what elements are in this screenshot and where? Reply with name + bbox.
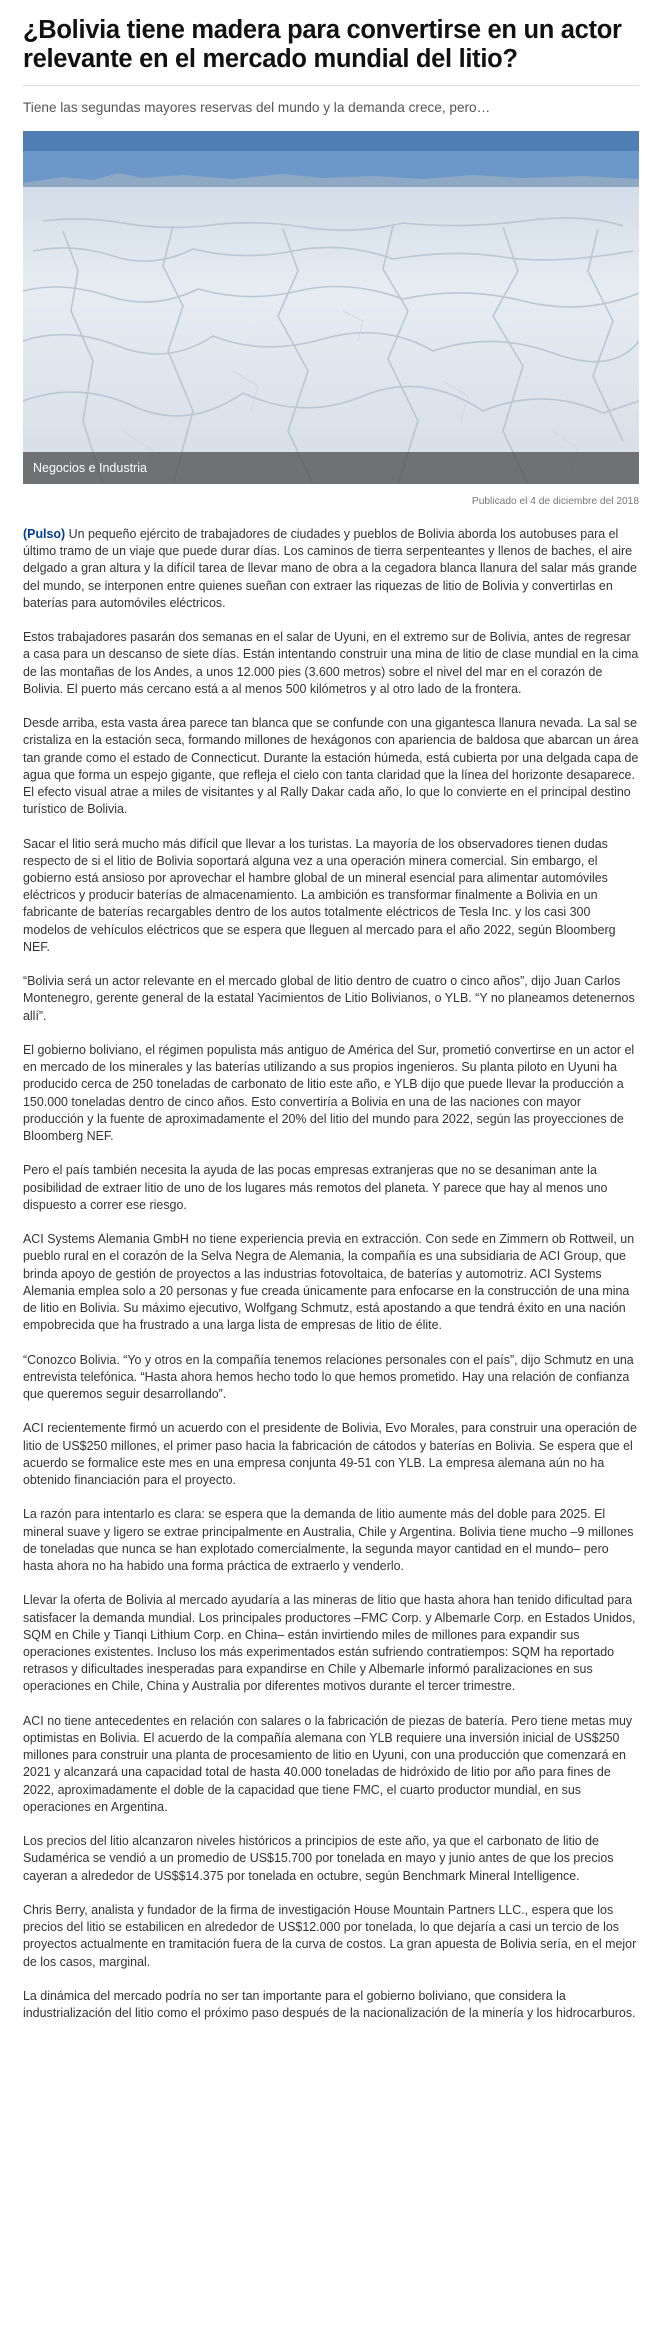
salt-flat-illustration (23, 131, 639, 484)
article-lead: Tiene las segundas mayores reservas del mundo y la demanda crece, pero… (23, 100, 491, 115)
paragraph: ACI recientemente firmó un acuerdo con el presidente de Bolivia, Evo Morales, para construir una operación de litio de US$250 millones, el primer paso hacia la fabricación de cátodos y baterías en Bolivia. Se espera que el acuerdo se formalice este mes en una empresa conjunta 49-51 con YLB. La empresa alemana aún no ha obtenido financiación para el proyecto. (23, 1421, 637, 1488)
article-headline: ¿Bolivia tiene madera para convertirse en un actor relevante en el mercado mundial del litio? (23, 0, 639, 86)
paragraph: Los precios del litio alcanzaron niveles históricos a principios de este año, ya que el carbonato de litio de Sudamérica se vendió a un promedio de US$15.700 por tonelada en mayo y junio antes de que los precios cayeran a alrededor de US$$14.375 por tonelada en octubre, según Benchmark Mineral Intelligence. (23, 1834, 614, 1883)
paragraph: Pero el país también necesita la ayuda de las pocas empresas extranjeras que no se desaniman ante la posibilidad de extraer litio de uno de los lugares más remotos del planeta. Y parece que hay al menos uno dispuesto a correr ese riesgo. (23, 1163, 608, 1212)
paragraph: ACI no tiene antecedentes en relación con salares o la fabricación de piezas de batería. Pero tiene metas muy optimistas en Bolivia. El acuerdo de la compañía alemana con YLB requiere una inversión inicial de US$250 millones para construir una planta de procesamiento de litio en Uyuni, con una producción que comenzará en 2021 y alcanzará una capacidad total de hasta 40.000 toneladas de hidróxido de litio por año para fines de 2022, aproximadamente el doble de la capacidad que tiene FMC, el cuarto productor mundial, en sus operaciones en Argentina. (23, 1713, 633, 1814)
publish-date: Publicado el 4 de diciembre del 2018 (471, 496, 639, 507)
paragraph: La razón para intentarlo es clara: se espera que la demanda de litio aumente más del doble para 2025. El mineral suave y ligero se extrae principalmente en Australia, Chile y Argentina. Bolivia tiene mucho –9 millones de toneladas que nunca se han explotado comercialmente, la segunda mayor cantidad en el mundo– pero hasta ahora no ha habido una forma práctica de extraerlo y venderlo. (23, 1507, 634, 1574)
paragraph: Desde arriba, esta vasta área parece tan blanca que se confunde con una gigantesca llanura nevada. La sal se cristaliza en la estación seca, formando millones de hexágonos con apariencia de baldosa que abarcan un área tan grande como el estado de Connecticut. Durante la estación húmeda, está cubierta por una delgada capa de agua que forma un espejo gigante, que refleja el cielo con tanta claridad que la línea del horizonte desaparece. El efecto visual atrae a miles de visitantes y al Rally Dakar cada año, lo que lo convierte en el principal destino turístico de Bolivia. (23, 716, 639, 817)
source-tag: (Pulso) (23, 527, 66, 541)
paragraph: “Bolivia será un actor relevante en el mercado global de litio dentro de cuatro o cinco años”, dijo Juan Carlos Montenegro, gerente general de la estatal Yacimientos de Litio Bolivianos, o YLB. “Y no planeamos detenernos allí”. (23, 974, 635, 1023)
paragraph: El gobierno boliviano, el régimen populista más antiguo de América del Sur, prometió convertirse en un actor el en mercado de los minerales y las baterías utilizando a sus propios ingenieros. Su planta piloto en Uyuni ha producido cerca de 250 toneladas de carbonato de litio este año, e YLB dijo que puede llevar la producción a 150.000 toneladas dentro de cinco años. Esto convertiría a Bolivia en una de las naciones con mayor producción y la fuente de aproximadamente el 20% del litio del mundo para 2022, según las proyecciones de Bloomberg NEF. (23, 1043, 635, 1144)
category-tag[interactable]: Negocios e Industria (23, 452, 639, 484)
paragraph: (Pulso) Un pequeño ejército de trabajadores de ciudades y pueblos de Bolivia aborda los autobuses para el último tramo de un viaje que puede durar días. Los caminos de tierra serpenteantes y llenos de baches, el aire delgado a gran altura y la difícil tarea de llevar mano de obra a la cegadora blanca llanura del salar más grande del mundo, se interponen entre quienes sueñan con extraer las riquezas de litio de Bolivia y convertirlas en baterías para automóviles eléctricos. (23, 527, 637, 610)
paragraph: “Conozco Bolivia. “Yo y otros en la compañía tenemos relaciones personales con el país”, dijo Schmutz en una entrevista telefónica. “Hasta ahora hemos hecho todo lo que hemos prometido. Hay una relación de confianza que queremos seguir desarrollando”. (23, 1352, 634, 1402)
paragraph: Estos trabajadores pasarán dos semanas en el salar de Uyuni, en el extremo sur de Bolivia, antes de regresar a casa para un descanso de siete días. Están intentando construir una mina de litio de clase mundial en la cima de las montañas de los Andes, a unos 12.000 pies (3.600 metros) sobre el nivel del mar en el corazón de Bolivia. El puerto más cercano está a al menos 500 kilómetros y al otro lado de la frontera. (23, 630, 639, 696)
paragraph: Sacar el litio será mucho más difícil que llevar a los turistas. La mayoría de los observadores tienen dudas respecto de si el litio de Bolivia soportará alguna vez a una operación minera comercial. Sin embargo, el gobierno está ansioso por aprovechar el hambre global de un mineral esencial para alimentar automóviles eléctricos y producir baterías de almacenamiento. La ambición es transformar finalmente a Bolivia en un fabricante de baterías recargables dentro de los autos totalmente eléctricos de Tesla Inc. y los casi 300 modelos de vehículos eléctricos que se espera que lleguen al mercado para el año 2022, según Bloomberg NEF. (23, 836, 616, 954)
paragraph: La dinámica del mercado podría no ser tan importante para el gobierno boliviano, que considera la industrialización del litio como el próximo paso después de la nacionalización de la minería y los hidrocarburos. (23, 1989, 636, 2021)
paragraph: ACI Systems Alemania GmbH no tiene experiencia previa en extracción. Con sede en Zimmern ob Rottweil, un pueblo rural en el corazón de la Selva Negra de Alemania, la compañía es una subsidiaria de ACI Group, que brinda apoyo de gestión de proyectos a las industrias fotovoltaica, de baterías y automotriz. ACI Systems Alemania emplea solo a 20 personas y fue creada únicamente para enfocarse en la construcción de una mina de litio en Bolivia. Su máximo ejecutivo, Wolfgang Schmutz, está apostando a que tendrá éxito en una nación empobrecida que ha frustrado a una larga lista de empresas de litio de élite. (23, 1232, 635, 1333)
paragraph: Chris Berry, analista y fundador de la firma de investigación House Mountain Partners LLC., espera que los precios del litio se estabilicen en alrededor de US$12.000 por tonelada, lo que dejaría a casi un tercio de los proyectos actualmente en tramitación fuera de la curva de costos. La gran apuesta de Bolivia sería, en el mejor de los casos, marginal. (23, 1903, 637, 1969)
hero-image (23, 131, 639, 484)
article-body (23, 526, 639, 2022)
paragraph: Llevar la oferta de Bolivia al mercado ayudaría a las mineras de litio que hasta ahora han tenido dificultad para satisfacer la demanda mundial. Los principales productores –FMC Corp. y Albemarle Corp. en Estados Unidos, SQM en Chile y Tianqi Lithium Corp. en China– están invirtiendo miles de millones para expandir sus operaciones existentes. Incluso los más experimentados están sufriendo contratiempos: SQM ha reportado retrasos y dificultades inesperadas para expandirse en Chile y Albemarle informó paralizaciones en sus operaciones en Chile, China y Australia por diferentes motivos durante el tercer trimestre. (23, 1593, 636, 1694)
